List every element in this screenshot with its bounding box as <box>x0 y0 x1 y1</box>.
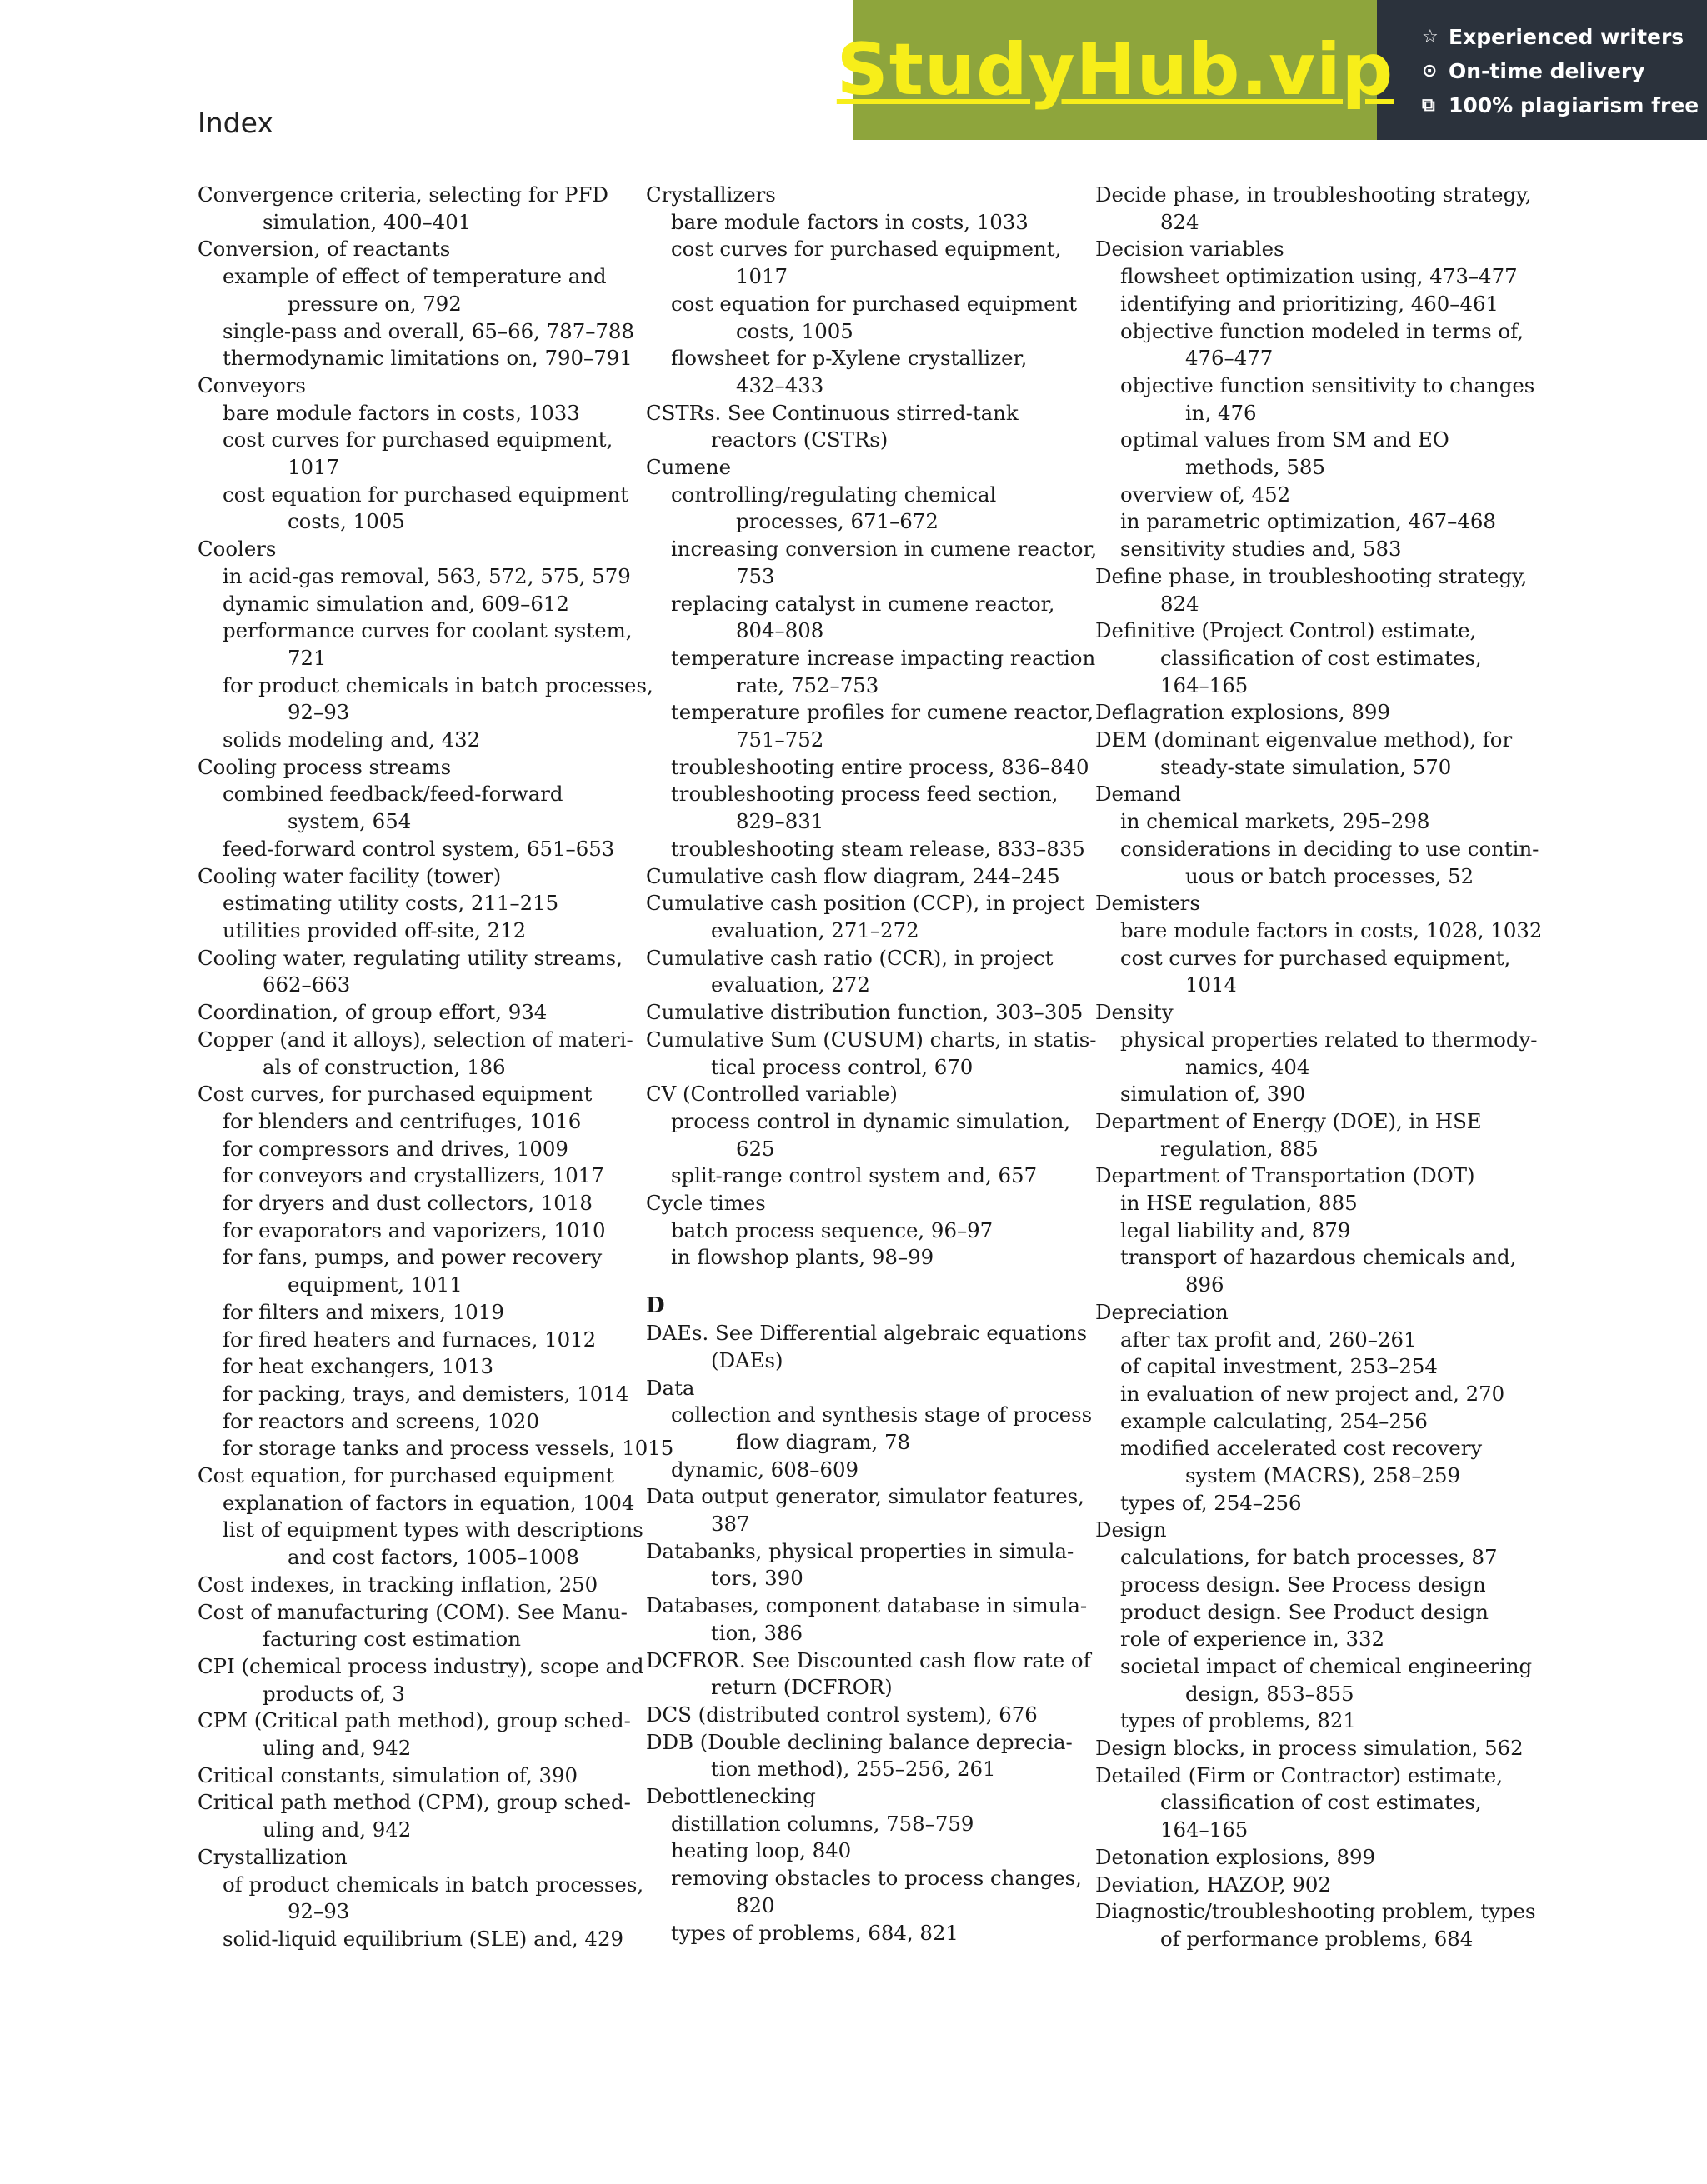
index-entry: Cost curves, for purchased equipment <box>198 1082 593 1107</box>
index-subentry: 1014 <box>1185 972 1238 997</box>
index-subentry: in acid-gas removal, 563, 572, 575, 579 <box>223 563 631 588</box>
index-subentry: troubleshooting process feed section, <box>671 782 1059 807</box>
index-entry: CPM (Critical path method), group sched- <box>198 1708 631 1733</box>
index-subentry: sensitivity studies and, 583 <box>1120 537 1402 562</box>
index-subentry: replacing catalyst in cumene reactor, <box>671 591 1055 616</box>
index-entry: Debottlenecking <box>646 1784 816 1809</box>
index-entry: Demand <box>1095 782 1181 807</box>
index-subentry: for filters and mixers, 1019 <box>223 1299 504 1324</box>
feature-label: Experienced writers <box>1449 25 1684 49</box>
index-entry: Cost equation, for purchased equipment <box>198 1463 614 1488</box>
index-entry: Cooling water facility (tower) <box>198 863 502 888</box>
index-subentry: societal impact of chemical engineering <box>1120 1653 1533 1678</box>
index-subentry: in parametric optimization, 467–468 <box>1120 509 1496 534</box>
feature-label: On-time delivery <box>1449 59 1645 83</box>
index-entry: Department of Energy (DOE), in HSE <box>1095 1108 1482 1133</box>
feature-label: 100% plagiarism free <box>1449 93 1699 117</box>
index-entry: Crystallizers <box>646 182 776 207</box>
index-entry: facturing cost estimation <box>263 1627 521 1652</box>
index-entry: Definitive (Project Control) estimate, <box>1095 618 1477 643</box>
logo-text: StudyHub.vip <box>836 28 1394 112</box>
index-entry: Cumulative cash position (CCP), in project <box>646 891 1085 916</box>
index-subentry: list of equipment types with descriptions <box>223 1517 643 1542</box>
index-subentry: 829–831 <box>736 809 824 834</box>
index-entry: CV (Controlled variable) <box>646 1082 898 1107</box>
index-subentry: controlling/regulating chemical <box>671 482 997 507</box>
index-subentry: costs, 1005 <box>736 318 854 343</box>
index-entry: classification of cost estimates, <box>1160 1790 1482 1815</box>
index-letter-heading: D <box>646 1293 665 1319</box>
index-entry: DAEs. See Differential algebraic equations <box>646 1321 1088 1346</box>
index-subentry: 92–93 <box>288 1899 350 1924</box>
index-entry: uling and, 942 <box>263 1817 412 1842</box>
index-entry: regulation, 885 <box>1160 1136 1319 1161</box>
index-entry: tors, 390 <box>711 1566 803 1591</box>
index-entry: reactors (CSTRs) <box>711 427 889 452</box>
index-entry: Department of Transportation (DOT) <box>1095 1163 1475 1188</box>
index-subentry: legal liability and, 879 <box>1120 1217 1351 1242</box>
index-subentry: collection and synthesis stage of process <box>671 1402 1093 1427</box>
index-entry: Copper (and it alloys), selection of materi- <box>198 1027 633 1052</box>
index-entry: Detonation explosions, 899 <box>1095 1844 1376 1869</box>
index-subentry: combined feedback/feed-forward <box>223 782 563 807</box>
index-subentry: 1017 <box>288 455 340 480</box>
index-subentry: solids modeling and, 432 <box>223 727 481 752</box>
index-subentry: for fans, pumps, and power recovery <box>223 1245 603 1270</box>
index-entry: tion, 386 <box>711 1620 803 1645</box>
index-subentry: 476–477 <box>1185 346 1274 371</box>
index-subentry: 751–752 <box>736 727 824 752</box>
index-entry: DCFROR. See Discounted cash flow rate of <box>646 1647 1091 1672</box>
index-subentry: pressure on, 792 <box>288 291 462 316</box>
index-subentry: methods, 585 <box>1185 455 1325 480</box>
index-subentry: physical properties related to thermody- <box>1120 1027 1538 1052</box>
feature-list <box>1422 20 1699 122</box>
index-subentry: process control in dynamic simulation, <box>671 1108 1071 1133</box>
index-subentry: 896 <box>1185 1272 1224 1297</box>
index-entry: Density <box>1095 1000 1174 1025</box>
index-subentry: equipment, 1011 <box>288 1272 463 1297</box>
index-subentry: processes, 671–672 <box>736 509 939 534</box>
index-subentry: flow diagram, 78 <box>736 1429 911 1454</box>
index-subentry: for packing, trays, and demisters, 1014 <box>223 1381 629 1406</box>
index-entry: Conversion, of reactants <box>198 237 451 262</box>
index-entry: Coolers <box>198 537 277 562</box>
index-subentry: rate, 752–753 <box>736 672 879 697</box>
index-subentry: thermodynamic limitations on, 790–791 <box>223 346 633 371</box>
index-subentry: 721 <box>288 645 327 670</box>
index-subentry: system, 654 <box>288 809 412 834</box>
feature-item <box>1422 20 1699 54</box>
index-entry: Depreciation <box>1095 1299 1229 1324</box>
index-subentry: for dryers and dust collectors, 1018 <box>223 1191 593 1216</box>
index-subentry: in evaluation of new project and, 270 <box>1120 1381 1505 1406</box>
clock-icon: ⊙ <box>1422 61 1438 82</box>
index-subentry: 1017 <box>736 264 788 289</box>
index-entry: evaluation, 272 <box>711 972 870 997</box>
index-subentry: system (MACRS), 258–259 <box>1185 1463 1461 1488</box>
index-subentry: calculations, for batch processes, 87 <box>1120 1545 1498 1570</box>
index-subentry: considerations in deciding to use contin- <box>1120 836 1539 861</box>
index-entry: als of construction, 186 <box>263 1054 506 1079</box>
index-entry: Cooling water, regulating utility streams, <box>198 945 623 970</box>
index-subentry: in, 476 <box>1185 400 1257 425</box>
index-subentry: and cost factors, 1005–1008 <box>288 1545 579 1570</box>
index-subentry: for evaporators and vaporizers, 1010 <box>223 1217 606 1242</box>
index-entry: of performance problems, 684 <box>1160 1927 1474 1951</box>
index-subentry: types of problems, 684, 821 <box>671 1920 959 1945</box>
index-entry: Detailed (Firm or Contractor) estimate, <box>1095 1762 1503 1787</box>
index-subentry: utilities provided off-site, 212 <box>223 917 527 942</box>
index-subentry: example of effect of temperature and <box>223 264 607 289</box>
index-subentry: types of problems, 821 <box>1120 1708 1356 1733</box>
index-entry: Define phase, in troubleshooting strategy, <box>1095 563 1528 588</box>
index-entry: 164–165 <box>1160 672 1249 697</box>
index-subentry: overview of, 452 <box>1120 482 1291 507</box>
index-subentry: temperature profiles for cumene reactor, <box>671 700 1094 725</box>
index-subentry: of capital investment, 253–254 <box>1120 1354 1438 1379</box>
index-subentry: for storage tanks and process vessels, 1015 <box>223 1436 674 1461</box>
index-subentry: increasing conversion in cumene reactor, <box>671 537 1098 562</box>
index-entry: Conveyors <box>198 372 306 397</box>
index-subentry: for blenders and centrifuges, 1016 <box>223 1108 582 1133</box>
index-subentry: performance curves for coolant system, <box>223 618 633 643</box>
index-entry: steady-state simulation, 570 <box>1160 754 1452 779</box>
index-subentry: cost equation for purchased equipment <box>223 482 629 507</box>
index-entry: Crystallization <box>198 1844 348 1869</box>
index-subentry: flowsheet optimization using, 473–477 <box>1120 264 1518 289</box>
index-subentry: feed-forward control system, 651–653 <box>223 836 615 861</box>
index-subentry: of product chemicals in batch processes, <box>223 1872 644 1897</box>
index-entry: 824 <box>1160 209 1199 234</box>
index-subentry: dynamic, 608–609 <box>671 1457 859 1482</box>
index-subentry: 92–93 <box>288 700 350 725</box>
index-entry: DDB (Double declining balance deprecia- <box>646 1729 1073 1754</box>
index-entry: Cycle times <box>646 1191 766 1216</box>
index-subentry: 432–433 <box>736 372 824 397</box>
index-entry: Coordination, of group effort, 934 <box>198 1000 548 1025</box>
index-subentry: dynamic simulation and, 609–612 <box>223 591 569 616</box>
index-subentry: cost curves for purchased equipment, <box>1120 945 1511 970</box>
index-entry: Deflagration explosions, 899 <box>1095 700 1390 725</box>
index-subentry: transport of hazardous chemicals and, <box>1120 1245 1517 1270</box>
index-subentry: after tax profit and, 260–261 <box>1120 1327 1417 1352</box>
index-subentry: uous or batch processes, 52 <box>1185 863 1474 888</box>
index-entry: Databases, component database in simula- <box>646 1593 1088 1618</box>
page-title: Index <box>198 107 273 139</box>
index-entry: Cooling process streams <box>198 754 452 779</box>
index-entry: Demisters <box>1095 891 1200 916</box>
index-subentry: cost curves for purchased equipment, <box>223 427 613 452</box>
index-subentry: costs, 1005 <box>288 509 405 534</box>
index-subentry: troubleshooting entire process, 836–840 <box>671 754 1089 779</box>
index-subentry: temperature increase impacting reaction <box>671 645 1096 670</box>
index-column-3 <box>1095 182 1543 1953</box>
index-entry: uling and, 942 <box>263 1736 412 1761</box>
index-subentry: for conveyors and crystallizers, 1017 <box>223 1163 604 1188</box>
index-entry: Cumulative cash flow diagram, 244–245 <box>646 863 1060 888</box>
index-subentry: objective function modeled in terms of, <box>1120 318 1524 343</box>
index-entry: Cost indexes, in tracking inflation, 250 <box>198 1572 598 1597</box>
index-subentry: process design. See Process design <box>1120 1572 1486 1597</box>
index-subentry: role of experience in, 332 <box>1120 1627 1385 1652</box>
index-entry: return (DCFROR) <box>711 1675 893 1700</box>
index-subentry: 820 <box>736 1892 775 1917</box>
index-subentry: for product chemicals in batch processes, <box>223 672 653 697</box>
index-subentry: simulation of, 390 <box>1120 1082 1306 1107</box>
index-subentry: in chemical markets, 295–298 <box>1120 809 1430 834</box>
index-entry: classification of cost estimates, <box>1160 645 1482 670</box>
index-subentry: split-range control system and, 657 <box>671 1163 1038 1188</box>
index-entry: simulation, 400–401 <box>263 209 472 234</box>
index-entry: DEM (dominant eigenvalue method), for <box>1095 727 1513 752</box>
index-entry: Cost of manufacturing (COM). See Manu- <box>198 1599 628 1624</box>
index-subentry: objective function sensitivity to changes <box>1120 372 1535 397</box>
index-subentry: in flowshop plants, 98–99 <box>671 1245 934 1270</box>
index-subentry: removing obstacles to process changes, <box>671 1866 1082 1891</box>
index-entry: Convergence criteria, selecting for PFD <box>198 182 608 207</box>
index-subentry: single-pass and overall, 65–66, 787–788 <box>223 318 634 343</box>
index-subentry: in HSE regulation, 885 <box>1120 1191 1358 1216</box>
index-subentry: flowsheet for p-Xylene crystallizer, <box>671 346 1028 371</box>
index-subentry: batch process sequence, 96–97 <box>671 1217 994 1242</box>
ad-banner[interactable] <box>836 0 1707 140</box>
index-entry: evaluation, 271–272 <box>711 917 919 942</box>
index-entry: 824 <box>1160 591 1199 616</box>
index-subentry: identifying and prioritizing, 460–461 <box>1120 291 1499 316</box>
index-subentry: bare module factors in costs, 1033 <box>671 209 1029 234</box>
index-entry: products of, 3 <box>263 1681 405 1706</box>
index-entry: CPI (chemical process industry), scope and <box>198 1653 644 1678</box>
index-subentry: 625 <box>736 1136 775 1161</box>
index-entry: Design blocks, in process simulation, 562 <box>1095 1736 1524 1761</box>
index-entry: Diagnostic/troubleshooting problem, types <box>1095 1899 1536 1924</box>
index-entry: Cumulative Sum (CUSUM) charts, in statis- <box>646 1027 1097 1052</box>
index-subentry: for compressors and drives, 1009 <box>223 1136 568 1161</box>
index-subentry: solid-liquid equilibrium (SLE) and, 429 <box>223 1927 623 1951</box>
index-entry: Design <box>1095 1517 1167 1542</box>
index-subentry: design, 853–855 <box>1185 1681 1354 1706</box>
index-entry: Critical path method (CPM), group sched- <box>198 1790 631 1815</box>
index-entry: Decide phase, in troubleshooting strategy, <box>1095 182 1532 207</box>
index-subentry: estimating utility costs, 211–215 <box>223 891 559 916</box>
index-subentry: explanation of factors in equation, 1004 <box>223 1490 635 1515</box>
index-subentry: product design. See Product design <box>1120 1599 1489 1624</box>
index-entry: (DAEs) <box>711 1347 783 1372</box>
index-subentry: modified accelerated cost recovery <box>1120 1436 1483 1461</box>
index-subentry: heating loop, 840 <box>671 1838 852 1863</box>
index-subentry: namics, 404 <box>1185 1054 1310 1079</box>
index-subentry: cost equation for purchased equipment <box>671 291 1078 316</box>
index-entry: Cumulative cash ratio (CCR), in project <box>646 945 1054 970</box>
studyhub-logo[interactable] <box>836 0 1394 140</box>
index-entry: 662–663 <box>263 972 351 997</box>
index-entry: DCS (distributed control system), 676 <box>646 1702 1038 1727</box>
index-entry: 164–165 <box>1160 1817 1249 1842</box>
index-subentry: bare module factors in costs, 1028, 1032 <box>1120 917 1543 942</box>
index-subentry: bare module factors in costs, 1033 <box>223 400 580 425</box>
index-subentry: example calculating, 254–256 <box>1120 1408 1428 1433</box>
index-entry: Databanks, physical properties in simula- <box>646 1538 1074 1563</box>
index-subentry: troubleshooting steam release, 833–835 <box>671 836 1085 861</box>
index-entry: tical process control, 670 <box>711 1054 974 1079</box>
feature-item <box>1422 88 1699 122</box>
index-column-2 <box>646 182 1098 1947</box>
index-entry: Data output generator, simulator features, <box>646 1484 1084 1509</box>
index-entry: Cumulative distribution function, 303–305 <box>646 1000 1084 1025</box>
index-entry: Deviation, HAZOP, 902 <box>1095 1872 1331 1897</box>
index-entry: tion method), 255–256, 261 <box>711 1757 996 1782</box>
index-entry: CSTRs. See Continuous stirred-tank <box>646 400 1019 425</box>
index-entry: Cumene <box>646 455 732 480</box>
index-entry: 387 <box>711 1512 750 1537</box>
star-outline-icon: ☆ <box>1422 27 1439 47</box>
copy-check-icon: ⧉ <box>1422 95 1435 116</box>
index-entry: Data <box>646 1375 695 1400</box>
index-subentry: for reactors and screens, 1020 <box>223 1408 539 1433</box>
index-subentry: distillation columns, 758–759 <box>671 1811 974 1836</box>
index-entry: Decision variables <box>1095 237 1284 262</box>
index-subentry: optimal values from SM and EO <box>1120 427 1449 452</box>
index-subentry: for heat exchangers, 1013 <box>223 1354 493 1379</box>
index-subentry: cost curves for purchased equipment, <box>671 237 1062 262</box>
index-subentry: types of, 254–256 <box>1120 1490 1302 1515</box>
feature-item <box>1422 54 1699 88</box>
index-entry: Critical constants, simulation of, 390 <box>198 1762 578 1787</box>
index-subentry: 804–808 <box>736 618 824 643</box>
index-subentry: for fired heaters and furnaces, 1012 <box>223 1327 597 1352</box>
index-subentry: 753 <box>736 563 775 588</box>
